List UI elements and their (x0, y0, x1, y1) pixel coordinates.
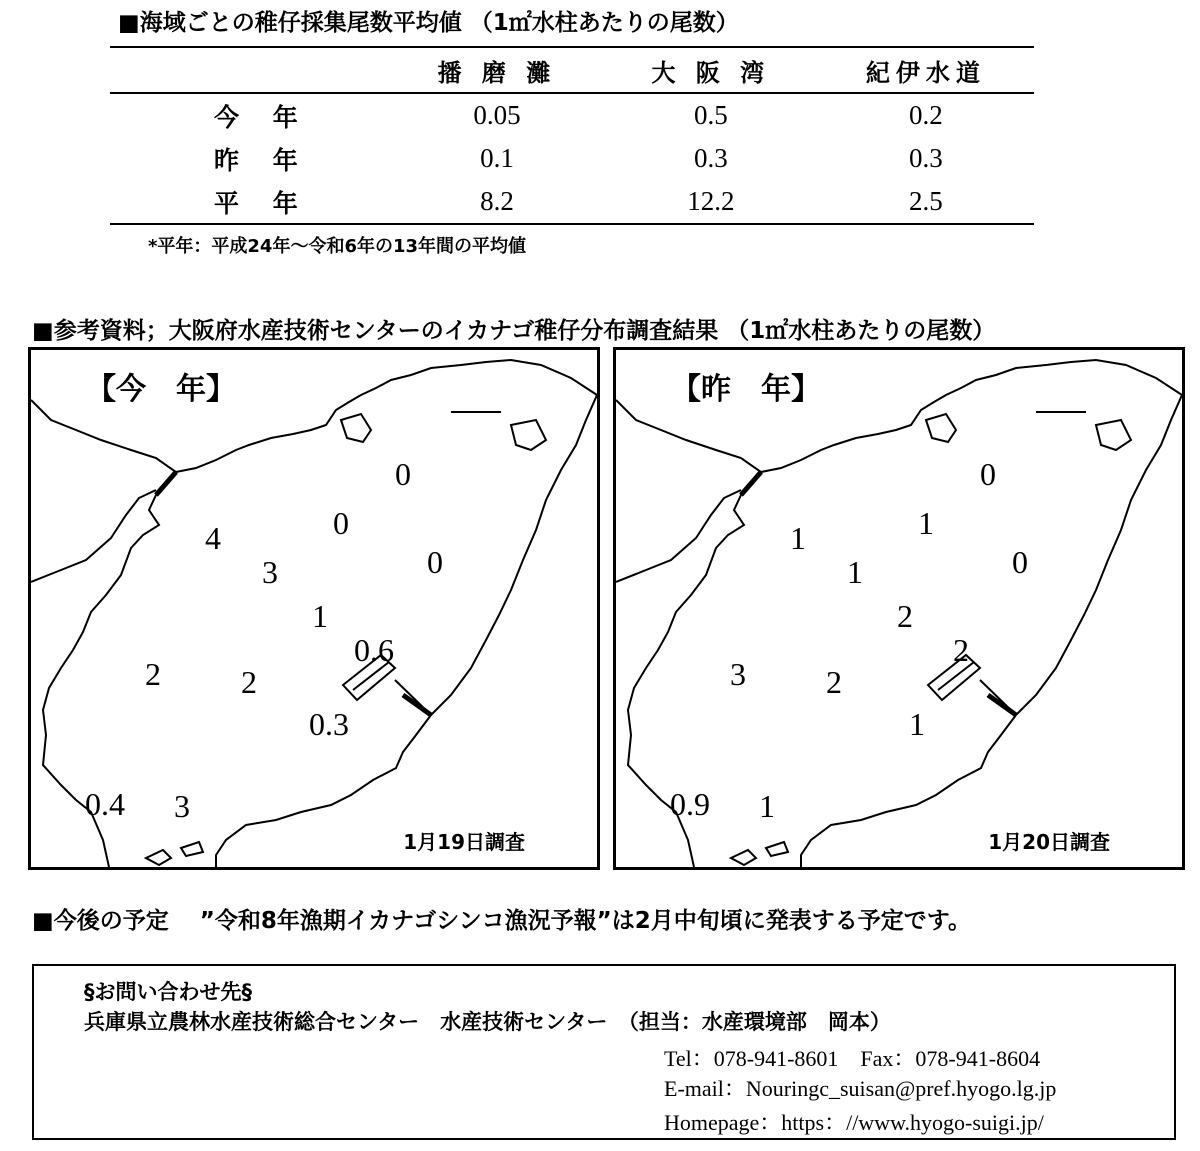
section-title-schedule: ■今後の予定 ”令和8年漁期イカナゴシンコ漁況予報”は2月中旬頃に発表する予定です。 (32, 908, 971, 934)
survey-value: 0 (395, 456, 411, 492)
survey-date-last-year: 1月20日調査 (988, 830, 1110, 854)
survey-value: 0.3 (309, 706, 349, 742)
table-row (110, 180, 1034, 224)
survey-value: 3 (730, 656, 746, 692)
coastline-north (176, 360, 597, 472)
survey-value: 2 (897, 598, 913, 634)
survey-value: 1 (909, 706, 925, 742)
column-header-harima: 播 磨 灘 (390, 47, 604, 93)
river-west (616, 490, 741, 582)
port-island-north (926, 414, 956, 442)
survey-value: 1 (847, 554, 863, 590)
survey-value: 0 (427, 544, 443, 580)
table-cell: 0.1 (480, 143, 514, 173)
contact-label: §お問い合わせ先§ (84, 980, 252, 1004)
akashi-strait-bridge (156, 472, 176, 495)
table-cell: 0.5 (693, 100, 728, 130)
table-cell: 0.3 (693, 143, 728, 173)
survey-value: 1 (790, 520, 806, 556)
survey-value: 3 (174, 788, 190, 824)
port-island-east (511, 420, 546, 450)
row-label: 今 年 (214, 102, 298, 132)
average-table (110, 46, 1034, 225)
survey-value: 2 (241, 664, 257, 700)
coastline-north (761, 360, 1182, 472)
column-header-osaka: 大 阪 湾 (604, 47, 818, 93)
survey-value: 1 (918, 505, 934, 541)
table-cell: 12.2 (604, 180, 818, 224)
kansai-bridge (403, 695, 431, 715)
kansai-bridge (988, 695, 1016, 715)
contact-box (32, 964, 1176, 1140)
row-label: 昨 年 (214, 145, 298, 175)
section-title-average: ■海域ごとの稚仔採集尾数平均値 （1㎡水柱あたりの尾数） (118, 10, 739, 36)
survey-value: 0.9 (670, 786, 710, 822)
survey-value: 0.6 (354, 632, 394, 668)
table-corner-cell (110, 47, 390, 93)
survey-value: 1 (312, 598, 328, 634)
table-cell: 2.5 (818, 180, 1034, 224)
map-title-last-year: 【昨 年】 (671, 372, 821, 407)
map-panel-this-year (28, 347, 600, 870)
east-shore-upper (431, 395, 597, 715)
table-cell: 0.05 (473, 100, 521, 130)
south-harbor-2 (181, 842, 203, 856)
survey-value: 2 (826, 664, 842, 700)
survey-value: 0 (333, 505, 349, 541)
table-row (110, 137, 1034, 180)
survey-date-this-year: 1月19日調査 (403, 830, 525, 854)
survey-value: 3 (262, 554, 278, 590)
survey-value: 2 (953, 632, 969, 668)
survey-value: 0 (980, 456, 996, 492)
akashi-strait-bridge (741, 472, 761, 495)
map-title-this-year: 【今 年】 (86, 372, 236, 407)
table-row (110, 93, 1034, 137)
contact-phone: Tel：078-941-8601 Fax：078-941-8604 (664, 1046, 1041, 1071)
table-cell: 0.3 (909, 143, 943, 173)
port-island-east (1096, 420, 1131, 450)
contact-organization: 兵庫県立農林水産技術総合センター 水産技術センター （担当：水産環境部 岡本） (84, 1010, 891, 1034)
contact-homepage: Homepage：https：//www.hyogo-suigi.jp/ (664, 1110, 1044, 1135)
survey-value: 0 (1012, 544, 1028, 580)
table-cell: 8.2 (390, 180, 604, 224)
table-header-row (110, 47, 1034, 93)
port-island-north (341, 414, 371, 442)
section-title-reference: ■参考資料；大阪府水産技術センターのイカナゴ稚仔分布調査結果 （1㎡水柱あたりの尾数） (32, 318, 996, 344)
table-footnote: *平年：平成24年～令和6年の13年間の平均値 (148, 236, 527, 257)
south-harbor-1 (146, 850, 171, 865)
survey-value: 2 (145, 656, 161, 692)
survey-value: 1 (759, 788, 775, 824)
survey-value: 4 (205, 520, 221, 556)
survey-value: 0.4 (85, 786, 125, 822)
south-harbor-1 (731, 850, 756, 865)
row-label: 平 年 (110, 180, 390, 224)
south-harbor-2 (766, 842, 788, 856)
map-panel-last-year (613, 347, 1185, 870)
contact-email: E-mail：Nouringc_suisan@pref.hyogo.lg.jp (664, 1076, 1057, 1101)
column-header-kii: 紀伊水道 (818, 47, 1034, 93)
river-west (31, 490, 156, 582)
east-shore-upper (1016, 395, 1182, 715)
table-cell: 0.2 (909, 100, 943, 130)
